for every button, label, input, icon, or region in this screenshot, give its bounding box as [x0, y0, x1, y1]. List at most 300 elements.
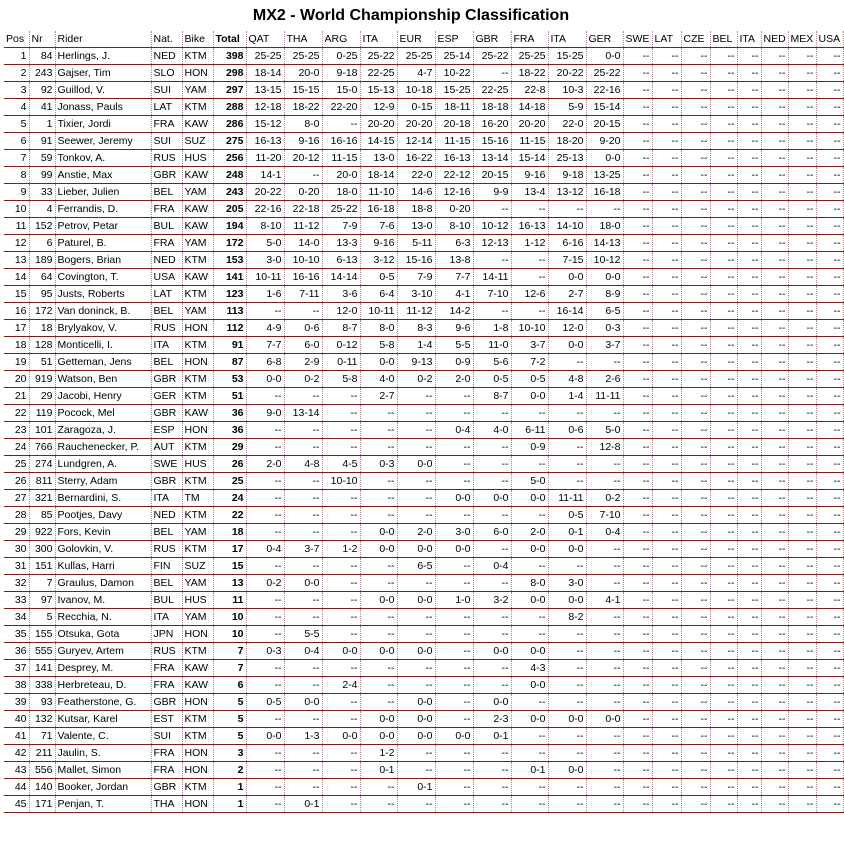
table-cell: --: [511, 626, 548, 643]
table-cell: 0-1: [360, 762, 397, 779]
table-cell: --: [246, 524, 284, 541]
table-cell: --: [473, 626, 511, 643]
total-points-cell: 91: [213, 337, 246, 354]
table-cell: --: [788, 201, 816, 218]
table-cell: --: [788, 524, 816, 541]
table-cell: 51: [29, 354, 55, 371]
table-cell: --: [788, 728, 816, 745]
table-cell: --: [586, 609, 623, 626]
total-points-cell: 11: [213, 592, 246, 609]
table-cell: 91: [29, 133, 55, 150]
table-cell: 10-18: [397, 82, 435, 99]
total-points-cell: 141: [213, 269, 246, 286]
table-cell: YAM: [182, 609, 213, 626]
table-cell: --: [737, 796, 761, 813]
table-cell: --: [681, 65, 710, 82]
rider-name-cell: Tonkov, A.: [55, 150, 151, 167]
table-cell: 29: [29, 388, 55, 405]
table-cell: --: [623, 524, 652, 541]
table-row: [4, 371, 843, 388]
table-cell: 274: [29, 456, 55, 473]
table-row: [4, 626, 843, 643]
table-cell: --: [511, 609, 548, 626]
table-cell: --: [737, 201, 761, 218]
table-cell: 0-3: [246, 643, 284, 660]
table-cell: 12-8: [586, 439, 623, 456]
table-cell: 6-5: [397, 558, 435, 575]
table-cell: 64: [29, 269, 55, 286]
table-cell: --: [681, 490, 710, 507]
table-cell: 1: [29, 116, 55, 133]
table-cell: --: [623, 388, 652, 405]
table-cell: --: [816, 728, 843, 745]
table-cell: LAT: [151, 286, 182, 303]
table-cell: 13: [4, 252, 29, 269]
table-cell: 189: [29, 252, 55, 269]
rider-name-cell: Zaragoza, J.: [55, 422, 151, 439]
table-cell: --: [788, 286, 816, 303]
table-cell: 0-5: [360, 269, 397, 286]
table-cell: 0-0: [511, 541, 548, 558]
table-cell: --: [710, 133, 737, 150]
total-points-cell: 6: [213, 677, 246, 694]
table-cell: --: [623, 116, 652, 133]
table-cell: 25-22: [360, 48, 397, 65]
table-cell: --: [511, 405, 548, 422]
table-cell: --: [816, 643, 843, 660]
table-cell: RUS: [151, 150, 182, 167]
table-cell: --: [511, 201, 548, 218]
table-cell: 20-22: [246, 184, 284, 201]
table-cell: 140: [29, 779, 55, 796]
table-cell: --: [737, 541, 761, 558]
table-cell: --: [246, 796, 284, 813]
table-row: [4, 643, 843, 660]
table-cell: 13-25: [586, 167, 623, 184]
table-cell: --: [816, 82, 843, 99]
table-row: [4, 252, 843, 269]
table-row: [4, 592, 843, 609]
table-cell: --: [681, 405, 710, 422]
table-cell: --: [435, 779, 473, 796]
table-cell: 0-0: [322, 728, 360, 745]
table-cell: --: [681, 473, 710, 490]
table-row: [4, 728, 843, 745]
table-cell: --: [761, 167, 788, 184]
table-cell: --: [397, 660, 435, 677]
table-cell: --: [511, 252, 548, 269]
table-cell: 0-0: [586, 269, 623, 286]
table-cell: --: [788, 507, 816, 524]
table-cell: 11: [4, 218, 29, 235]
table-cell: --: [737, 422, 761, 439]
total-points-cell: 10: [213, 609, 246, 626]
table-cell: KTM: [182, 643, 213, 660]
table-row: [4, 99, 843, 116]
table-cell: 811: [29, 473, 55, 490]
table-cell: 13-4: [511, 184, 548, 201]
table-cell: --: [681, 48, 710, 65]
table-cell: 3-7: [284, 541, 322, 558]
table-cell: --: [652, 677, 681, 694]
table-cell: 0-0: [397, 728, 435, 745]
table-cell: --: [816, 592, 843, 609]
table-cell: --: [761, 150, 788, 167]
table-cell: 1-4: [397, 337, 435, 354]
table-cell: --: [623, 184, 652, 201]
table-cell: --: [816, 252, 843, 269]
table-cell: 7-9: [397, 269, 435, 286]
table-cell: --: [761, 507, 788, 524]
table-cell: KTM: [182, 371, 213, 388]
table-cell: 22-0: [397, 167, 435, 184]
table-cell: 9-18: [322, 65, 360, 82]
table-cell: --: [788, 150, 816, 167]
table-cell: --: [246, 507, 284, 524]
table-cell: --: [737, 558, 761, 575]
table-cell: --: [652, 269, 681, 286]
table-cell: --: [623, 694, 652, 711]
column-header-nat--3: Nat.: [151, 31, 182, 48]
table-cell: --: [511, 745, 548, 762]
table-cell: --: [322, 779, 360, 796]
table-cell: 6-16: [548, 235, 586, 252]
table-cell: --: [473, 609, 511, 626]
table-cell: --: [737, 779, 761, 796]
table-cell: 10-10: [284, 252, 322, 269]
table-cell: 85: [29, 507, 55, 524]
table-cell: 2: [4, 65, 29, 82]
table-cell: 0-0: [284, 694, 322, 711]
table-cell: --: [761, 592, 788, 609]
table-cell: --: [761, 48, 788, 65]
table-cell: --: [788, 354, 816, 371]
table-cell: GBR: [151, 473, 182, 490]
table-cell: 0-2: [586, 490, 623, 507]
table-cell: SLO: [151, 65, 182, 82]
total-points-cell: 5: [213, 728, 246, 745]
total-points-cell: 87: [213, 354, 246, 371]
column-header-pos-0: Pos: [4, 31, 29, 48]
table-cell: --: [652, 779, 681, 796]
table-cell: --: [623, 473, 652, 490]
table-cell: 2-0: [397, 524, 435, 541]
table-cell: FRA: [151, 235, 182, 252]
header-row: [4, 31, 843, 48]
table-cell: --: [737, 439, 761, 456]
table-cell: --: [788, 592, 816, 609]
table-cell: --: [284, 660, 322, 677]
rider-name-cell: Guillod, V.: [55, 82, 151, 99]
table-cell: --: [761, 252, 788, 269]
table-cell: --: [788, 473, 816, 490]
table-cell: --: [761, 456, 788, 473]
table-cell: 20-22: [548, 65, 586, 82]
table-cell: 1-3: [284, 728, 322, 745]
table-cell: --: [586, 745, 623, 762]
table-cell: 0-0: [511, 677, 548, 694]
table-cell: 14-15: [360, 133, 397, 150]
table-cell: --: [788, 218, 816, 235]
table-cell: --: [681, 592, 710, 609]
table-cell: --: [761, 354, 788, 371]
table-cell: --: [788, 388, 816, 405]
table-cell: --: [681, 116, 710, 133]
table-cell: 37: [4, 660, 29, 677]
table-cell: --: [681, 82, 710, 99]
table-cell: --: [623, 167, 652, 184]
table-cell: 1-6: [246, 286, 284, 303]
table-cell: --: [737, 82, 761, 99]
table-cell: --: [322, 762, 360, 779]
table-cell: --: [548, 201, 586, 218]
table-cell: --: [397, 575, 435, 592]
table-cell: 0-0: [548, 711, 586, 728]
table-cell: 13-0: [360, 150, 397, 167]
table-cell: --: [623, 320, 652, 337]
table-cell: --: [246, 660, 284, 677]
rider-name-cell: Pootjes, Davy: [55, 507, 151, 524]
table-row: [4, 388, 843, 405]
rider-name-cell: Kutsar, Karel: [55, 711, 151, 728]
table-cell: --: [710, 473, 737, 490]
total-points-cell: 205: [213, 201, 246, 218]
table-row: [4, 762, 843, 779]
table-cell: 10-3: [548, 82, 586, 99]
table-cell: --: [623, 65, 652, 82]
table-cell: 0-9: [435, 354, 473, 371]
table-cell: --: [623, 677, 652, 694]
table-cell: --: [710, 558, 737, 575]
table-cell: 16-13: [435, 150, 473, 167]
table-cell: --: [548, 745, 586, 762]
table-row: [4, 422, 843, 439]
table-cell: --: [816, 99, 843, 116]
table-cell: --: [788, 337, 816, 354]
rider-name-cell: Anstie, Max: [55, 167, 151, 184]
table-cell: --: [816, 201, 843, 218]
table-cell: 22: [4, 405, 29, 422]
table-cell: --: [710, 592, 737, 609]
table-cell: --: [473, 65, 511, 82]
table-cell: 2-7: [548, 286, 586, 303]
table-cell: 6-4: [360, 286, 397, 303]
rider-name-cell: Bogers, Brian: [55, 252, 151, 269]
table-cell: 22-0: [548, 116, 586, 133]
table-cell: HUS: [182, 592, 213, 609]
table-cell: --: [761, 626, 788, 643]
table-cell: --: [761, 371, 788, 388]
total-points-cell: 1: [213, 779, 246, 796]
table-cell: --: [284, 592, 322, 609]
rider-name-cell: Lieber, Julien: [55, 184, 151, 201]
table-cell: --: [284, 745, 322, 762]
table-cell: 8-7: [473, 388, 511, 405]
table-cell: --: [586, 626, 623, 643]
table-cell: --: [623, 201, 652, 218]
table-cell: 13-14: [473, 150, 511, 167]
table-cell: --: [623, 456, 652, 473]
table-cell: --: [710, 320, 737, 337]
table-cell: --: [710, 609, 737, 626]
table-cell: --: [652, 575, 681, 592]
table-cell: --: [322, 694, 360, 711]
table-cell: 141: [29, 660, 55, 677]
table-cell: 97: [29, 592, 55, 609]
table-cell: --: [710, 184, 737, 201]
table-cell: --: [246, 609, 284, 626]
table-cell: 12-0: [548, 320, 586, 337]
table-cell: 15-14: [511, 150, 548, 167]
table-cell: 13-12: [548, 184, 586, 201]
table-cell: 22-12: [435, 167, 473, 184]
table-cell: --: [681, 99, 710, 116]
table-cell: 18-11: [435, 99, 473, 116]
table-cell: --: [788, 558, 816, 575]
rider-name-cell: Gajser, Tim: [55, 65, 151, 82]
table-cell: --: [737, 184, 761, 201]
table-cell: 0-4: [473, 558, 511, 575]
table-cell: 5-0: [586, 422, 623, 439]
rider-name-cell: Ivanov, M.: [55, 592, 151, 609]
table-cell: --: [548, 796, 586, 813]
table-cell: --: [816, 711, 843, 728]
rider-name-cell: Desprey, M.: [55, 660, 151, 677]
table-cell: 0-4: [246, 541, 284, 558]
table-cell: 9-16: [360, 235, 397, 252]
table-cell: GBR: [151, 371, 182, 388]
table-row: [4, 269, 843, 286]
table-cell: 8-9: [586, 286, 623, 303]
table-cell: --: [737, 303, 761, 320]
table-cell: --: [737, 218, 761, 235]
table-cell: --: [586, 541, 623, 558]
table-row: [4, 711, 843, 728]
rider-name-cell: Jacobi, Henry: [55, 388, 151, 405]
table-cell: 0-20: [435, 201, 473, 218]
table-cell: 10-10: [511, 320, 548, 337]
table-cell: --: [761, 65, 788, 82]
table-cell: --: [586, 643, 623, 660]
table-cell: 0-20: [284, 184, 322, 201]
table-cell: 32: [4, 575, 29, 592]
table-cell: 14-14: [322, 269, 360, 286]
table-cell: --: [246, 592, 284, 609]
table-cell: --: [816, 303, 843, 320]
table-cell: --: [322, 745, 360, 762]
table-cell: 0-6: [548, 422, 586, 439]
table-cell: --: [435, 677, 473, 694]
table-cell: 4-8: [284, 456, 322, 473]
table-cell: --: [322, 405, 360, 422]
table-cell: 0-0: [586, 150, 623, 167]
table-cell: --: [816, 218, 843, 235]
table-row: [4, 218, 843, 235]
table-cell: --: [681, 626, 710, 643]
column-header-rider-2: Rider: [55, 31, 151, 48]
table-cell: --: [652, 524, 681, 541]
table-cell: --: [761, 320, 788, 337]
table-cell: --: [710, 711, 737, 728]
table-cell: --: [246, 473, 284, 490]
table-cell: 152: [29, 218, 55, 235]
total-points-cell: 7: [213, 643, 246, 660]
table-cell: 4-1: [586, 592, 623, 609]
total-points-cell: 298: [213, 65, 246, 82]
table-cell: 0-3: [360, 456, 397, 473]
table-cell: --: [761, 388, 788, 405]
table-cell: KTM: [182, 728, 213, 745]
table-cell: BEL: [151, 303, 182, 320]
table-cell: --: [548, 405, 586, 422]
table-cell: --: [681, 422, 710, 439]
table-cell: --: [788, 48, 816, 65]
table-cell: --: [623, 711, 652, 728]
table-cell: KTM: [182, 779, 213, 796]
table-cell: 0-0: [322, 643, 360, 660]
table-cell: --: [246, 388, 284, 405]
rider-name-cell: Graulus, Damon: [55, 575, 151, 592]
table-cell: 18: [4, 337, 29, 354]
table-cell: 8-7: [322, 320, 360, 337]
table-cell: 20-15: [473, 167, 511, 184]
table-cell: 25-22: [473, 48, 511, 65]
rider-name-cell: Kullas, Harri: [55, 558, 151, 575]
table-cell: --: [761, 558, 788, 575]
table-cell: 18-18: [473, 99, 511, 116]
table-cell: 25-25: [511, 48, 548, 65]
table-cell: --: [788, 422, 816, 439]
table-cell: --: [737, 745, 761, 762]
table-row: [4, 65, 843, 82]
table-cell: SUI: [151, 728, 182, 745]
table-cell: GER: [151, 388, 182, 405]
table-cell: 0-1: [397, 779, 435, 796]
table-cell: 171: [29, 796, 55, 813]
table-cell: --: [246, 626, 284, 643]
table-cell: 20-0: [322, 167, 360, 184]
table-cell: 5-0: [511, 473, 548, 490]
table-cell: --: [788, 252, 816, 269]
table-cell: --: [435, 694, 473, 711]
table-cell: --: [322, 524, 360, 541]
table-cell: --: [623, 371, 652, 388]
table-cell: 16-14: [548, 303, 586, 320]
table-cell: --: [473, 507, 511, 524]
table-cell: 4-8: [548, 371, 586, 388]
total-points-cell: 51: [213, 388, 246, 405]
table-cell: 15-0: [322, 82, 360, 99]
table-row: [4, 779, 843, 796]
table-cell: --: [788, 626, 816, 643]
table-cell: 18-22: [511, 65, 548, 82]
total-points-cell: 256: [213, 150, 246, 167]
table-cell: --: [652, 252, 681, 269]
table-cell: --: [652, 99, 681, 116]
table-cell: --: [652, 303, 681, 320]
table-cell: --: [284, 507, 322, 524]
table-cell: --: [710, 643, 737, 660]
column-header-total-5: Total: [213, 31, 246, 48]
table-cell: --: [737, 167, 761, 184]
table-cell: --: [761, 82, 788, 99]
table-cell: 15-12: [246, 116, 284, 133]
table-cell: 5-8: [360, 337, 397, 354]
total-points-cell: 15: [213, 558, 246, 575]
rider-name-cell: Herlings, J.: [55, 48, 151, 65]
table-row: [4, 201, 843, 218]
rider-name-cell: Jaulin, S.: [55, 745, 151, 762]
